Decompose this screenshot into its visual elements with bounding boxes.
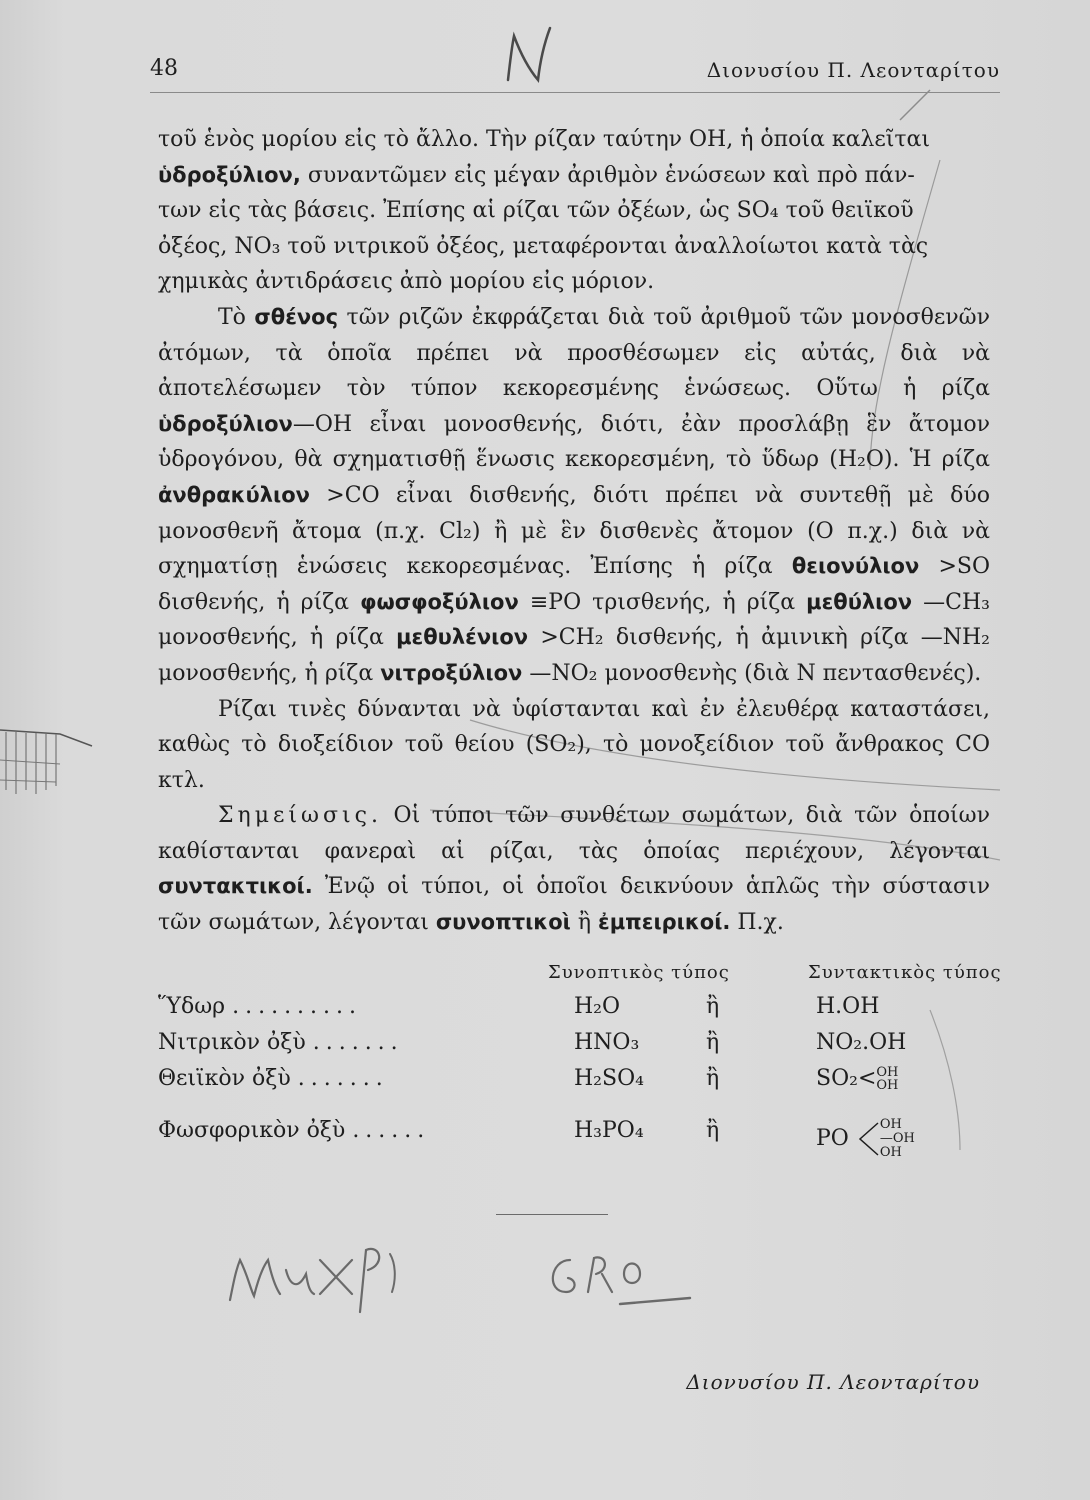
paragraph-free-radicals: Ρίζαι τινὲς δύνανται νὰ ὑφίστανται καὶ ἐν ἐλευθέρᾳ καταστάσει, καθὼς τὸ διοξείδιον τοῦ θείου (SO₂), τὸ μονοξείδιον τοῦ ἄνθρακος CO κτλ. xyxy=(158,696,990,793)
term-carbonyl: ἀνθρακύλιον xyxy=(158,482,310,507)
table-row: Ὕδωρ .......... H₂O ἢ H.OH xyxy=(158,994,880,1019)
table-row: Νιτρικὸν ὀξὺ ....... HNO₃ ἢ NO₂.OH xyxy=(158,1030,907,1055)
term-nitroxyl: νιτροξύλιον xyxy=(380,660,523,685)
term-hydroxylion: ὑδροξύλιον, xyxy=(158,162,301,187)
page-number: 48 xyxy=(150,56,178,81)
term-empirical: ἐμπειρικοί. xyxy=(598,910,731,935)
table-row: Φωσφορικὸν ὀξὺ ...... H₃PO₄ ἢ PO OH —OH OH xyxy=(158,1117,915,1160)
term-methyl: μεθύλιον xyxy=(806,589,913,614)
term-methylene: μεθυλένιον xyxy=(396,625,529,650)
term-phosphoxyl: φωσφοξύλιον xyxy=(360,589,519,614)
term-valence: σθένος xyxy=(254,304,339,329)
handwritten-n-mark-icon xyxy=(500,22,560,92)
footer-signature: Διονυσίου Π. Λεονταρίτου xyxy=(686,1370,980,1394)
paragraph-note: Σημείωσις. Οἱ τύποι τῶν συνθέτων σωμάτων, διὰ τῶν ὁποίων καθίστανται φανεραὶ αἱ ρίζαι, τὰς ὁποίας περιέχουν, λέγονται συντακτικοί. Ἐνῷ οἱ τύποι, οἱ ὁποῖοι δεικνύουν ἁπλῶς τὴν σύστασιν τῶν σωμάτων, λέγονται συνοπτικοὶ ἢ ἐμπειρικοί. Π.χ. xyxy=(158,803,991,936)
note-label: Σημείωσις. xyxy=(218,803,382,829)
term-thionyl: θειονύλιον xyxy=(791,554,920,579)
body-text xyxy=(158,122,990,941)
handwritten-note-icon xyxy=(220,1230,700,1320)
margin-sketch-icon xyxy=(0,720,110,810)
table-row: Θειϊκὸν ὀξὺ ....... H₂SO₄ ἢ SO₂<OH OH xyxy=(158,1065,899,1093)
column-header-synoptic: Συνοπτικὸς τύπος xyxy=(548,962,730,983)
term-synoptic: συνοπτικοὶ xyxy=(435,910,571,935)
page-header xyxy=(150,56,1000,93)
separator-line xyxy=(496,1214,608,1215)
branch-bonds-icon xyxy=(856,1119,880,1159)
paragraph-valence: Τὸ σθένος τῶν ριζῶν ἐκφράζεται διὰ τοῦ ἀριθμοῦ τῶν μονοσθενῶν ἀτόμων, τὰ ὁποῖα πρέπει νὰ προσθέσωμεν εἰς αὐτάς, διὰ νὰ ἀποτελέσωμεν τὸν τύπον κεκορεσμένης ἑνώσεως. Οὕτω ἡ ρίζα ὑδροξύλιον—ΟΗ εἶναι μονοσθενής, διότι, ἐὰν προσλάβῃ ἓν ἄτομον ὑδρογόνου, θὰ σχηματισθῇ ἕνωσις κεκορεσμένη, τὸ ὕδωρ (H₂O). Ἡ ρίζα ἀνθρακύλιον >CO εἶναι δισθενής, διότι πρέπει νὰ συντεθῇ μὲ δύο μονοσθενῆ ἄτομα (π.χ. Cl₂) ἢ μὲ ἓν δισθενὲς ἄτομον (Ο π.χ.) διὰ νὰ σχηματίσῃ ἑνώσεις κεκορεσμένας. Ἐπίσης ἡ ρίζα θειονύλιον >SO δισθενής, ἡ ρίζα φωσφοξύλιον ≡PO τρισθενής, ἡ ρίζα μεθύλιον —CH₃ μονοσθενής, ἡ ρίζα μεθυλένιον >CH₂ δισθενής, ἡ ἀμινικὴ ρίζα —NH₂ μονοσθενής, ἡ ρίζα νιτροξύλιον —NO₂ μονοσθενὴς (διὰ Ν πεντασθενές). xyxy=(158,304,991,686)
term-structural: συντακτικοί. xyxy=(158,874,313,899)
term-hydroxylion-2: ὑδροξύλιον xyxy=(158,411,293,436)
paragraph-hydroxyl: τοῦ ἑνὸς μορίου εἰς τὸ ἄλλο. Τὴν ρίζαν ταύτην ΟΗ, ἡ ὁποία καλεῖται ὑδροξύλιον, συναντῶμεν εἰς μέγαν ἀριθμὸν ἑνώσεων καὶ πρὸ πάν- των εἰς τὰς βάσεις. Ἐπίσης αἱ ρίζαι τῶν ὀξέων, ὡς SO₄ τοῦ θειϊκοῦ ὀξέος, NO₃ τοῦ νιτρικοῦ ὀξέος, μεταφέρονται ἀναλλοίωτοι κατὰ τὰς χημικὰς ἀντιδράσεις ἀπὸ μορίου εἰς μόριον. xyxy=(158,127,931,295)
running-head: Διονυσίου Π. Λεονταρίτου xyxy=(706,58,1000,82)
column-header-structural: Συντακτικὸς τύπος xyxy=(808,962,1002,983)
